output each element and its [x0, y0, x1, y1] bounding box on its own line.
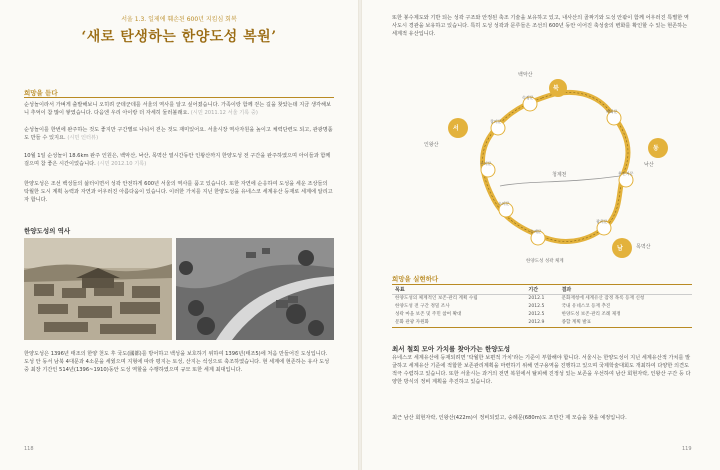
mountain-label-naksan: 낙산	[644, 162, 654, 168]
quote-paragraph-1: 순성놀이라서 가벼게 출발해보니 오히려 군데군데를 서울의 역사를 알고 싶어졌습니다. 가족이랑 함께 걷는 길을 찾았는데 지금 생각해보니 추억이 참 많이 쌓였습니다. 다음엔 우리 아이랑 더 자세히 둘러볼래요. (시민 2011.12 서울 기록 중)	[24, 102, 332, 116]
page-number-right: 119	[682, 446, 692, 452]
right-page	[362, 0, 720, 470]
table-header-period: 기간	[525, 285, 558, 295]
marker-east-label: 동	[653, 145, 659, 152]
section-heading-realize: 희망을 실현하다	[392, 275, 439, 283]
page-number-left: 118	[24, 446, 34, 452]
mountain-label-inwang: 인왕산	[424, 142, 439, 148]
gate-label-sungnye: 숭례문	[530, 229, 542, 234]
table-row: 한양도성 전 구간 정밀 조사 2012.5 국내 유네스코 등재 추진	[395, 304, 611, 309]
stream-label: 청계천	[552, 172, 567, 178]
section-heading-history: 한양도성의 역사	[24, 227, 71, 235]
map-caption: 한양도성 성곽 체계	[526, 259, 564, 264]
intro-paragraph: 한양도성은 조선 백성들의 삶터이면서 성곽 안전하게 600년 서울의 역사를 품고 있습니다. 또한 자연에 순응하여 도성을 세운 조상들의 탁월한 도시 계획 능력과 자연과 어우러진 아름다움이 있습니다. 이러한 가치를 지닌 한양도성을 유네스코 세계유산 등재로 세계에 알리고자 합니다.	[24, 181, 333, 203]
marker-west-label: 서	[453, 125, 459, 132]
history-paragraph: 한양도성은 1396년 태조의 한양 천도 후 국도(國都)를 방어하고 백성을 보호하기 위하여 1396년(태조5)에 처음 만들어진 도성입니다. 도성 안 동서 남북 4대문과 4소문을 세웠으며 지형에 따라 평지는 토성, 산지는 석성으로 축조하였습니다. 현 세계에 현존하는 유사 도성 중 최장 기간인 514년(1396~1910)동안 도성 역할을 수행하였으며 규모 또한 세계 최대입니다.	[24, 351, 330, 373]
table-row: 문화 관광 자원화 2012.9 종합 계획 발표	[392, 319, 692, 328]
gate-label-hyehwa: 혜화문	[606, 109, 618, 114]
table-header-goal: 목표	[392, 285, 525, 295]
table-row: 성곽 마을 보존 및 주민 참여 확대 2012.5 한양도성 보존·관리 조례 제정	[395, 312, 621, 317]
series-label: 서울 1.3. 일제에 훼손된 600년 지킴심 회복	[121, 16, 237, 23]
fortress-wall-map	[422, 68, 682, 268]
table-row: 한양도성의 체계적인 보존·관리 계획 수립 2012.1 문화재청에 세계유산 잠정 목록 등재 신청	[395, 296, 645, 301]
left-page	[0, 0, 358, 470]
section-heading-value: 최서 철회 모아 가치를 찾아가는 한양도성	[392, 345, 511, 353]
gate-label-soui: 소의문	[498, 201, 510, 206]
section-heading-hope: 희망을 듣다	[24, 89, 58, 97]
gate-label-sukjeong: 숙정문	[522, 95, 534, 100]
gate-label-donui: 돈의문	[480, 161, 492, 166]
page-title: ‘새로 탄생하는 한양도성 복원’	[81, 29, 277, 45]
marker-south-label: 남	[617, 245, 623, 252]
gate-label-changui: 창의문	[490, 119, 502, 124]
section-rule	[24, 97, 334, 98]
historic-painting-photo	[24, 238, 172, 340]
gate-label-heunginji: 흥인지문	[618, 171, 634, 176]
mountain-label-mokmyeok: 목멱산	[636, 244, 651, 250]
mountain-label-baegak: 백악산	[518, 72, 533, 78]
quote-paragraph-2: 순성놀이를 한번에 완주하는 것도 좋지만 구간별로 나눠서 걷는 것도 재미있어요. 서울시장 역사자원을 높이고 체력단련도 되고, 관광명품도 만들 수 있지요. (시민 인터뷰)	[24, 127, 333, 141]
fortress-wall-photo	[176, 238, 334, 340]
marker-north-label: 북	[553, 85, 559, 92]
plan-table	[392, 284, 692, 328]
gate-label-gwanghui: 광희문	[596, 219, 608, 224]
quote-paragraph-3: 10월 1일 순성놀이 18.6km 완주 인원은, 백악산, 낙산, 목멱산 열시간동안 인왕산까지 한양도성 전 구간을 완주하였으며 아이들과 함께 걸으며 참 좋은 시간이었습니다. (시민 2012.10 기록)	[24, 153, 331, 167]
table-header-result: 결과	[559, 285, 692, 295]
heritage-paragraph: 또한 봉수제도와 기반 되는 성곽 구조와 안정된 축조 기술을 보유하고 있고, 내사산의 골짜기와 도성 안팎이 함께 어우러진 특별한 역사도시 경관을 보유하고 있습니다. 특히 도성 성곽과 문루들은 조선의 600년 동안 이어진 축성술의 변화를 확인할 수 있는 현존하는 세계적 유산입니다.	[392, 15, 689, 37]
value-paragraph: 유네스코 세계유산에 등재되려면 '탁월한 보편적 가치'라는 기준이 부합해야 합니다. 서울시는 한양도성이 지닌 세계유산적 가치를 발굴하고 세계유산 기준에 적합한 보존관리계획을 마련하기 위해 연구용역을 진행하고 있으며 국제학술대회도 개최하여 다양한 의견도 적극 수렴하고 있습니다. 또한 서울시는 과거의 전면 복원에서 탈피해 진정성 있는 보존을 우선하여 남산 회현자락, 인왕산 구간 등 다양한 방식의 정비 계획을 추진하고 있습니다.	[392, 355, 691, 385]
closing-paragraph: 최근 남산 회현자락, 인왕산(422m)이 정비되었고, 숭례문(680m)도 조만간 제 모습을 찾을 예정입니다.	[392, 415, 627, 421]
